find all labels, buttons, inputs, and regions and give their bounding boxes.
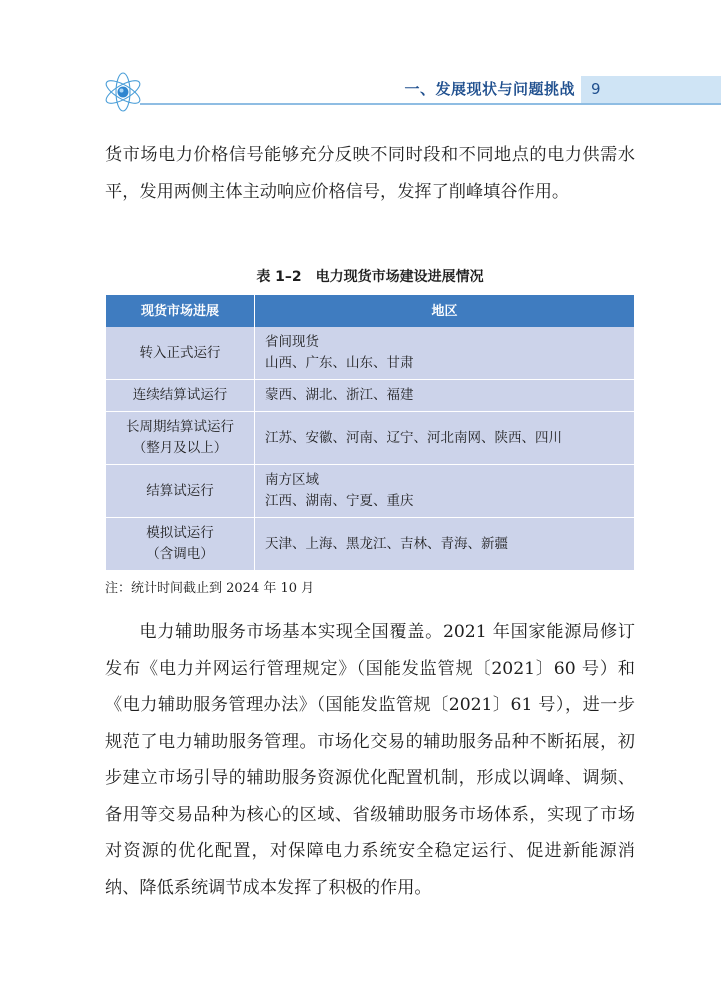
stage-cell	[106, 518, 255, 571]
column-header-stage: 现货市场进展	[106, 295, 255, 327]
stage-text: 连续结算试运行	[132, 387, 228, 403]
region-cell	[255, 380, 635, 412]
table-note: 注：统计时间截止到 2024 年 10 月	[105, 581, 315, 596]
stage-text: 结算试运行	[146, 482, 214, 499]
chapter-title: 一、发展现状与问题挑战	[404, 80, 575, 98]
header-rule	[140, 103, 721, 105]
table-row	[106, 327, 634, 380]
region-text: 蒙西、湖北、浙江、福建	[265, 387, 414, 403]
page-number: 9	[591, 80, 601, 98]
stage-text: （整月及以上）	[132, 440, 228, 456]
region-text: 江苏、安徽、河南、辽宁、河北南网、陕西、四川	[265, 429, 562, 446]
stage-text: 转入正式运行	[139, 344, 221, 361]
stage-text: 长周期结算试运行	[126, 419, 234, 435]
page-header	[0, 66, 721, 114]
stage-text: 模拟试运行	[146, 525, 214, 541]
stage-cell	[106, 327, 255, 380]
table-row	[106, 380, 634, 412]
body-paragraph-top: 货市场电力价格信号能够充分反映不同时段和不同地点的电力供需水平，发用两侧主体主动响应价格信号，发挥了削峰填谷作用。	[105, 145, 635, 202]
stage-text: （含调电）	[146, 546, 214, 562]
table-row	[106, 465, 634, 518]
table-row	[106, 412, 634, 465]
region-text: 江西、湖南、宁夏、重庆	[265, 493, 414, 509]
region-cell	[255, 518, 635, 571]
region-text: 天津、上海、黑龙江、吉林、青海、新疆	[265, 535, 508, 552]
column-header-region: 地区	[255, 295, 635, 327]
stage-cell	[106, 465, 255, 518]
table-row	[106, 518, 634, 571]
region-text: 省间现货	[265, 334, 319, 350]
table-caption: 表 1–2 电力现货市场建设进展情况	[256, 269, 484, 285]
region-text: 南方区域	[265, 472, 319, 488]
body-paragraph-bottom: 电力辅助服务市场基本实现全国覆盖。2021 年国家能源局修订发布《电力并网运行管理规定》（国能发监管规〔2021〕60 号）和《电力辅助服务管理办法》（国能发监管规〔2021〕61 号），进一步规范了电力辅助服务管理。市场化交易的辅助服务品种不断拓展，初步建立市场引导的辅助服务资源优化配置机制，形成以调峰、调频、备用等交易品种为核心的区域、省级辅助服务市场体系，实现了市场对资源的优化配置，对保障电力系统安全稳定运行、促进新能源消纳、降低系统调节成本发挥了积极的作用。	[105, 622, 635, 898]
region-cell	[255, 412, 635, 465]
region-text: 山西、广东、山东、甘肃	[265, 355, 414, 371]
spot-market-progress-table	[106, 295, 634, 571]
stage-cell	[106, 380, 255, 412]
page-number-tab	[581, 76, 721, 103]
region-cell	[255, 465, 635, 518]
table-header-row	[106, 295, 634, 327]
region-cell	[255, 327, 635, 380]
atom-icon	[101, 70, 145, 114]
stage-cell	[106, 412, 255, 465]
